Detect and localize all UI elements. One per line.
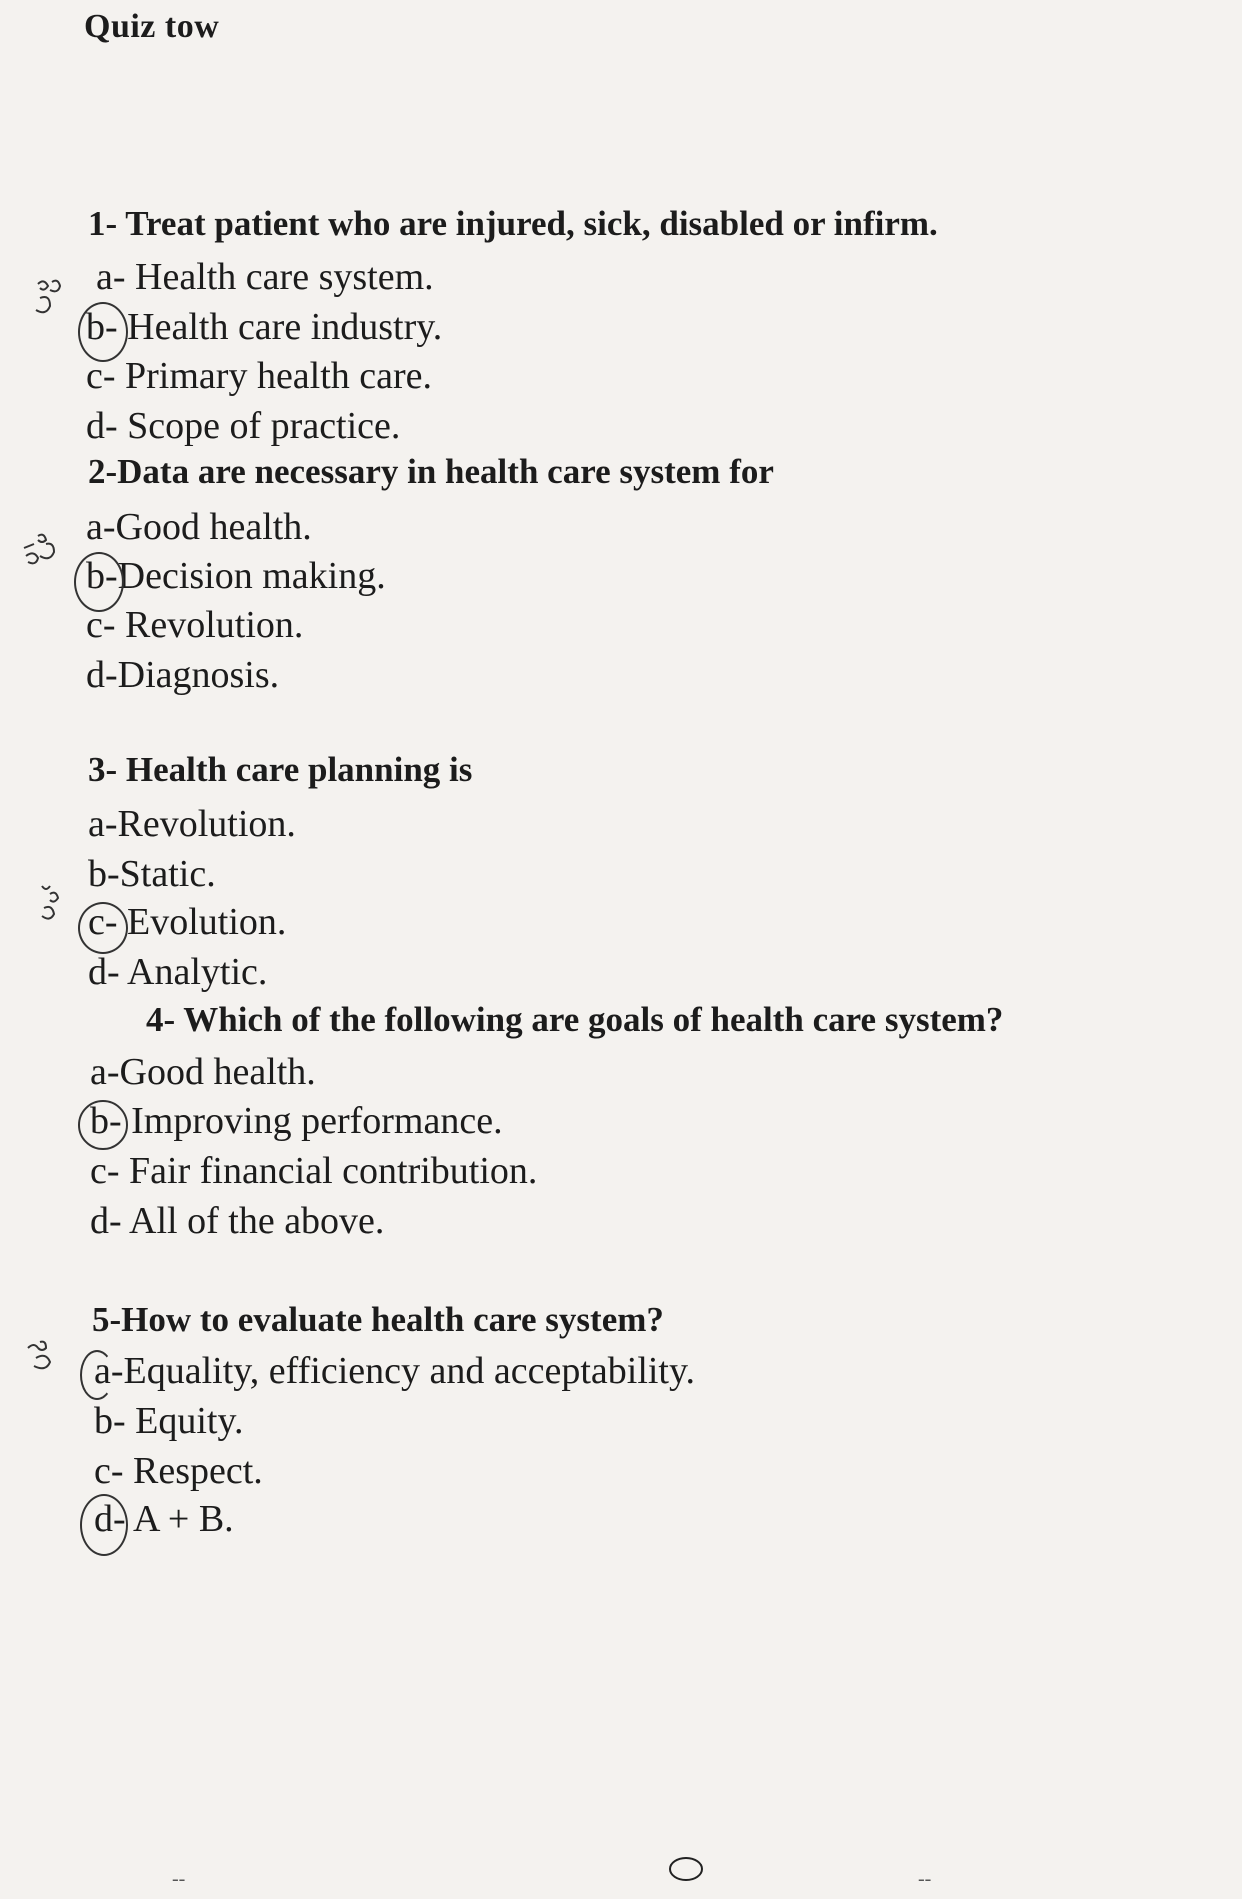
q3-option-a: a-Revolution. (88, 803, 296, 845)
q4-option-b: b- Improving performance. (90, 1100, 503, 1142)
q5-option-b: b- Equity. (94, 1400, 244, 1442)
q1-option-d: d- Scope of practice. (86, 405, 401, 447)
answer-circle (78, 902, 128, 954)
answer-circle (80, 1350, 114, 1400)
q2-option-d: d-Diagnosis. (86, 654, 280, 696)
q1-option-c: c- Primary health care. (86, 355, 433, 397)
q2-option-c: c- Revolution. (86, 604, 304, 646)
quiz-title: Quiz tow (84, 8, 220, 45)
q1-option-b: b- Health care industry. (86, 306, 443, 348)
q5-option-a: a-Equality, efficiency and acceptability. (94, 1350, 696, 1392)
q4-option-d: d- All of the above. (90, 1200, 385, 1242)
q3-option-b: b-Static. (88, 853, 216, 895)
question-3: 3- Health care planning is (88, 750, 473, 789)
handwritten-mark (36, 880, 76, 928)
question-1: 1- Treat patient who are injured, sick, disabled or infirm. (88, 204, 938, 243)
question-4: 4- Which of the following are goals of health care system? (146, 1000, 1004, 1039)
q5-option-d: d- A + B. (94, 1498, 234, 1540)
q2-option-a: a-Good health. (86, 506, 312, 548)
q1-option-a: a- Health care system. (96, 256, 434, 298)
page-circle-mark (666, 1854, 706, 1884)
q3-option-c: c- Evolution. (88, 901, 287, 943)
question-2: 2-Data are necessary in health care system for (88, 452, 774, 491)
answer-circle (78, 1100, 128, 1150)
answer-circle (80, 1494, 128, 1556)
q4-option-a: a-Good health. (90, 1051, 316, 1093)
handwritten-mark (18, 530, 78, 578)
q3-option-d: d- Analytic. (88, 951, 268, 993)
answer-circle (78, 302, 128, 362)
question-5: 5-How to evaluate health care system? (92, 1300, 664, 1339)
q4-option-c: c- Fair financial contribution. (90, 1150, 538, 1192)
q2-option-b: b-Decision making. (86, 555, 386, 597)
handwritten-mark (30, 276, 80, 326)
footer-dash-left: -- (172, 1868, 186, 1890)
handwritten-mark (22, 1336, 78, 1378)
q5-option-c: c- Respect. (94, 1450, 263, 1492)
footer-dash-right: -- (918, 1868, 932, 1890)
answer-circle (74, 552, 124, 612)
